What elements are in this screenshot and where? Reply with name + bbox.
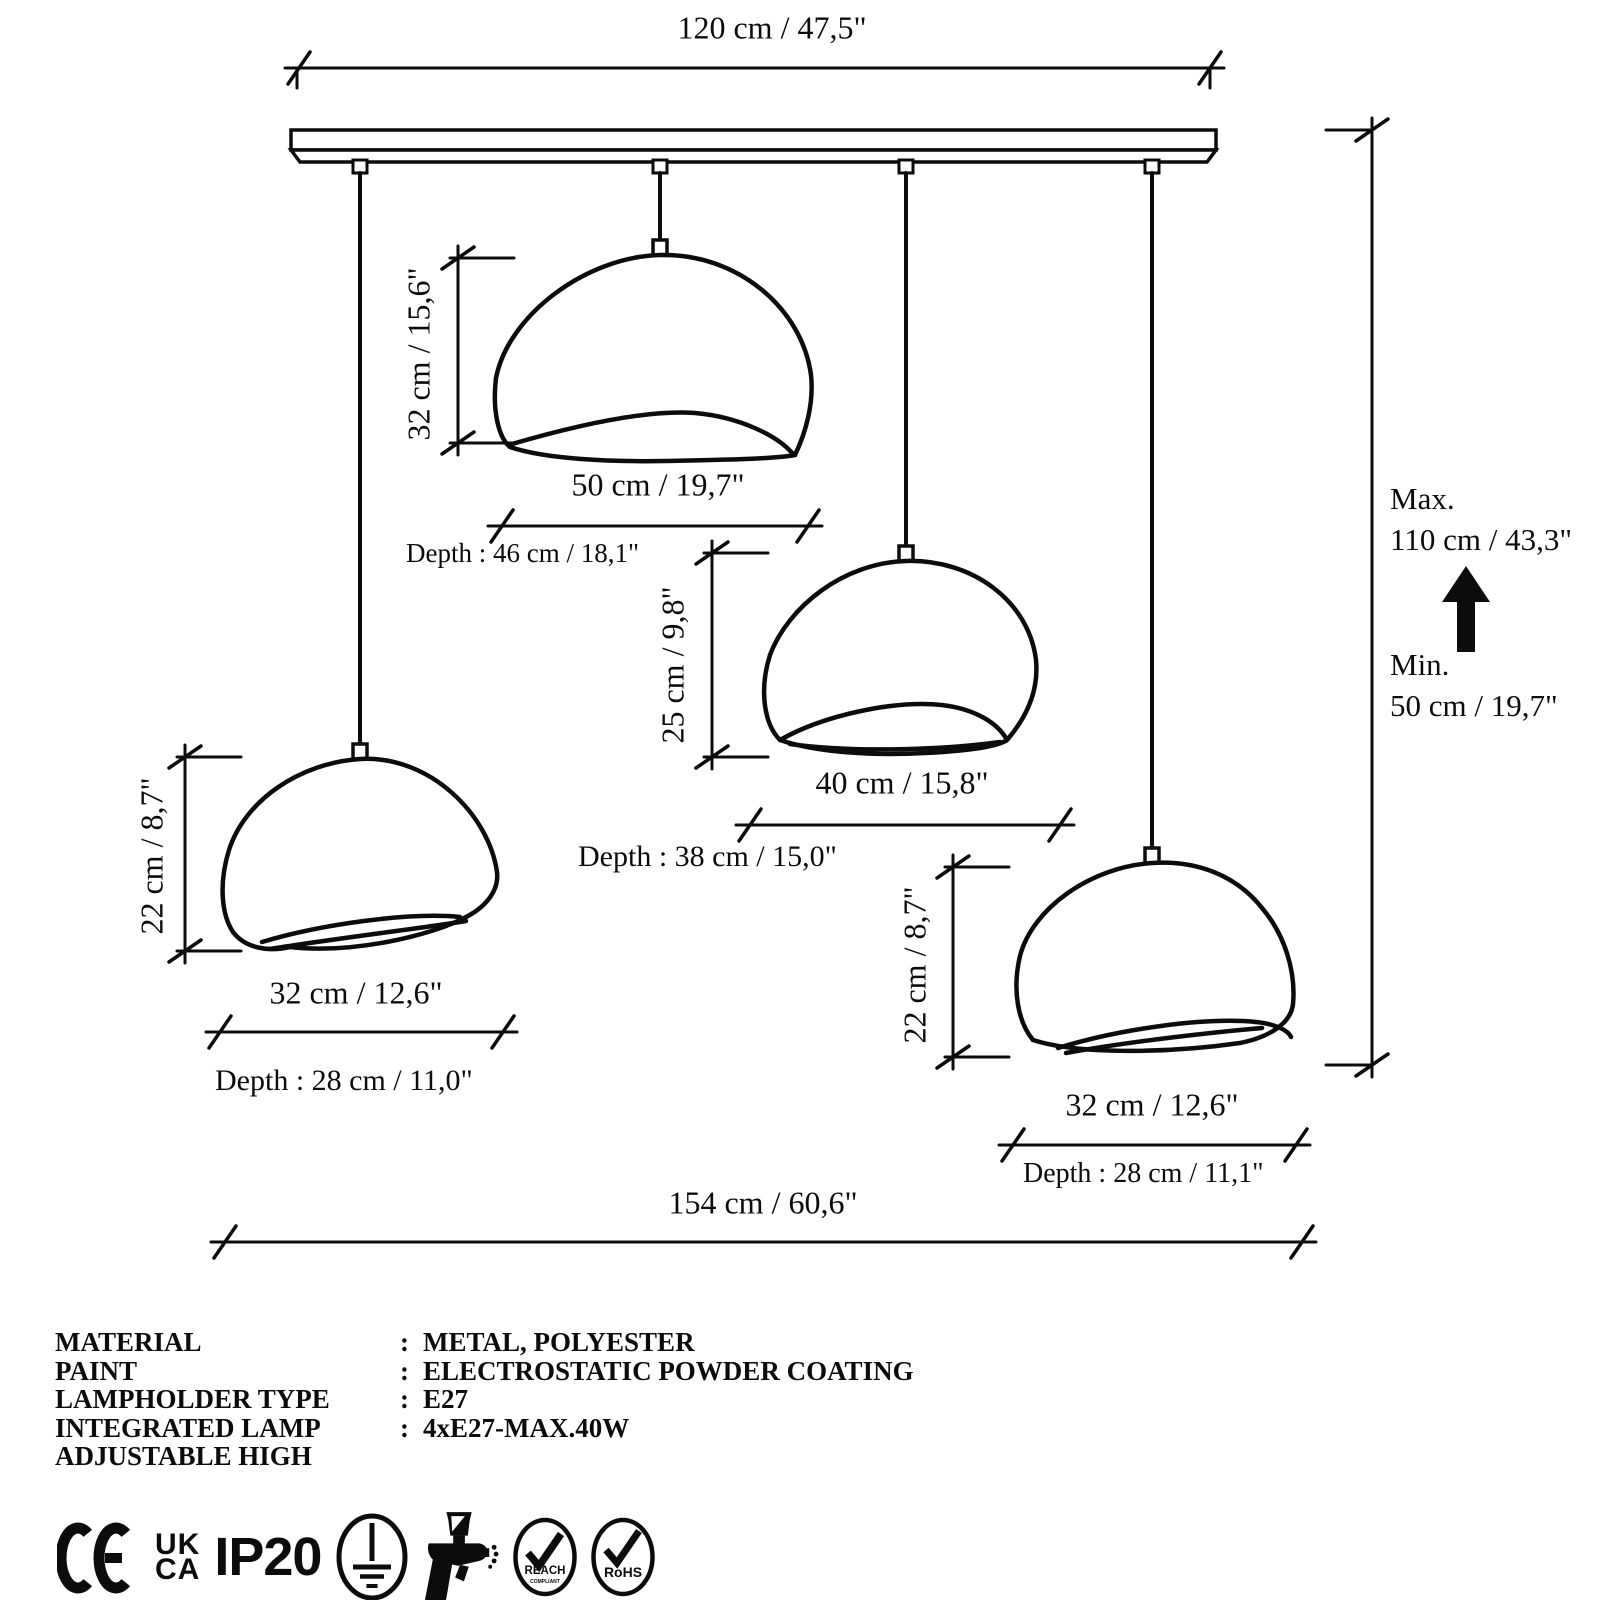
spray-gun-icon — [423, 1510, 499, 1600]
min-height-value: 50 cm / 19,7" — [1390, 688, 1558, 723]
spec-value: ELECTROSTATIC POWDER COATING — [423, 1355, 914, 1386]
ukca-line2: CA — [155, 1553, 201, 1586]
max-height-label: Max. — [1390, 481, 1455, 516]
reach-label: REACH — [524, 1565, 566, 1577]
min-height-label: Min. — [1390, 647, 1450, 682]
dimension-top-width — [285, 52, 1224, 88]
lamp-shade-50cm — [495, 255, 812, 461]
ukca-mark-icon — [155, 1528, 201, 1586]
ip-rating-label: IP20 — [214, 1527, 322, 1587]
ukca-line1: UK — [155, 1528, 201, 1561]
spec-row-adjustable — [55, 1442, 914, 1471]
spec-value: METAL, POLYESTER — [423, 1327, 695, 1357]
spec-colon: : — [400, 1355, 409, 1386]
spec-row-material — [55, 1328, 914, 1357]
reach-compliant-icon — [513, 1517, 577, 1597]
lamp3-width-label: 32 cm / 12,6" — [269, 974, 443, 1011]
spec-row-paint — [55, 1357, 914, 1386]
dimension-overall-height — [1326, 118, 1388, 1077]
spec-row-lampholder — [55, 1385, 914, 1414]
lamp2-height-label: 25 cm / 9,8" — [654, 586, 691, 744]
dimension-lamp4-height — [937, 855, 1009, 1069]
protective-earth-icon — [335, 1513, 409, 1600]
spec-colon: : — [400, 1327, 409, 1357]
spec-colon: : — [400, 1412, 409, 1443]
spec-label: LAMPHOLDER TYPE — [55, 1384, 330, 1414]
lamp2-width-label: 40 cm / 15,8" — [815, 764, 989, 801]
spec-label: ADJUSTABLE HIGH — [55, 1441, 312, 1471]
dimension-lamp2-width — [736, 809, 1074, 841]
dimension-lamp4-width — [999, 1129, 1310, 1161]
rohs-label: RoHS — [604, 1564, 643, 1580]
ce-mark-icon — [57, 1519, 141, 1595]
spec-table — [55, 1328, 914, 1471]
reach-sub-label: COMPLIANT — [530, 1579, 561, 1585]
bottom-width-label: 154 cm / 60,6" — [668, 1184, 858, 1221]
lamp3-height-label: 22 cm / 8,7" — [133, 777, 170, 935]
spec-label: PAINT — [55, 1355, 138, 1386]
top-width-label: 120 cm / 47,5" — [677, 9, 867, 46]
dimension-bottom-width — [211, 1226, 1316, 1258]
max-height-value: 110 cm / 43,3" — [1390, 522, 1572, 557]
lamp2-depth-label: Depth : 38 cm / 15,0" — [578, 840, 837, 873]
certification-row — [57, 1514, 655, 1600]
lamp-shade-32cm-right — [1016, 863, 1293, 1053]
spec-value: E27 — [423, 1384, 469, 1414]
lamp-shade-40cm — [764, 561, 1036, 754]
spec-value: 4xE27-MAX.40W — [423, 1412, 630, 1443]
dimension-lamp3-width — [206, 1016, 517, 1048]
lamp4-width-label: 32 cm / 12,6" — [1065, 1086, 1239, 1123]
lamp3-depth-label: Depth : 28 cm / 11,0" — [215, 1064, 473, 1097]
lamp4-height-label: 22 cm / 8,7" — [896, 886, 933, 1044]
lamp1-depth-label: Depth : 46 cm / 18,1" — [406, 538, 639, 568]
spec-colon — [400, 1442, 423, 1471]
lamp-shade-32cm-left — [223, 759, 498, 949]
dimension-lamp2-height — [696, 541, 768, 769]
spec-colon: : — [400, 1384, 409, 1414]
spec-row-integrated-lamp — [55, 1414, 914, 1443]
rohs-icon — [591, 1517, 655, 1597]
spec-label: INTEGRATED LAMP — [55, 1412, 321, 1443]
lamp1-height-label: 32 cm / 15,6" — [400, 267, 437, 441]
lamp4-depth-label: Depth : 28 cm / 11,1" — [1023, 1158, 1264, 1189]
lamp1-width-label: 50 cm / 19,7" — [571, 466, 745, 503]
up-arrow-icon — [1442, 566, 1490, 652]
ceiling-bar — [291, 130, 1216, 162]
spec-label: MATERIAL — [55, 1327, 202, 1357]
